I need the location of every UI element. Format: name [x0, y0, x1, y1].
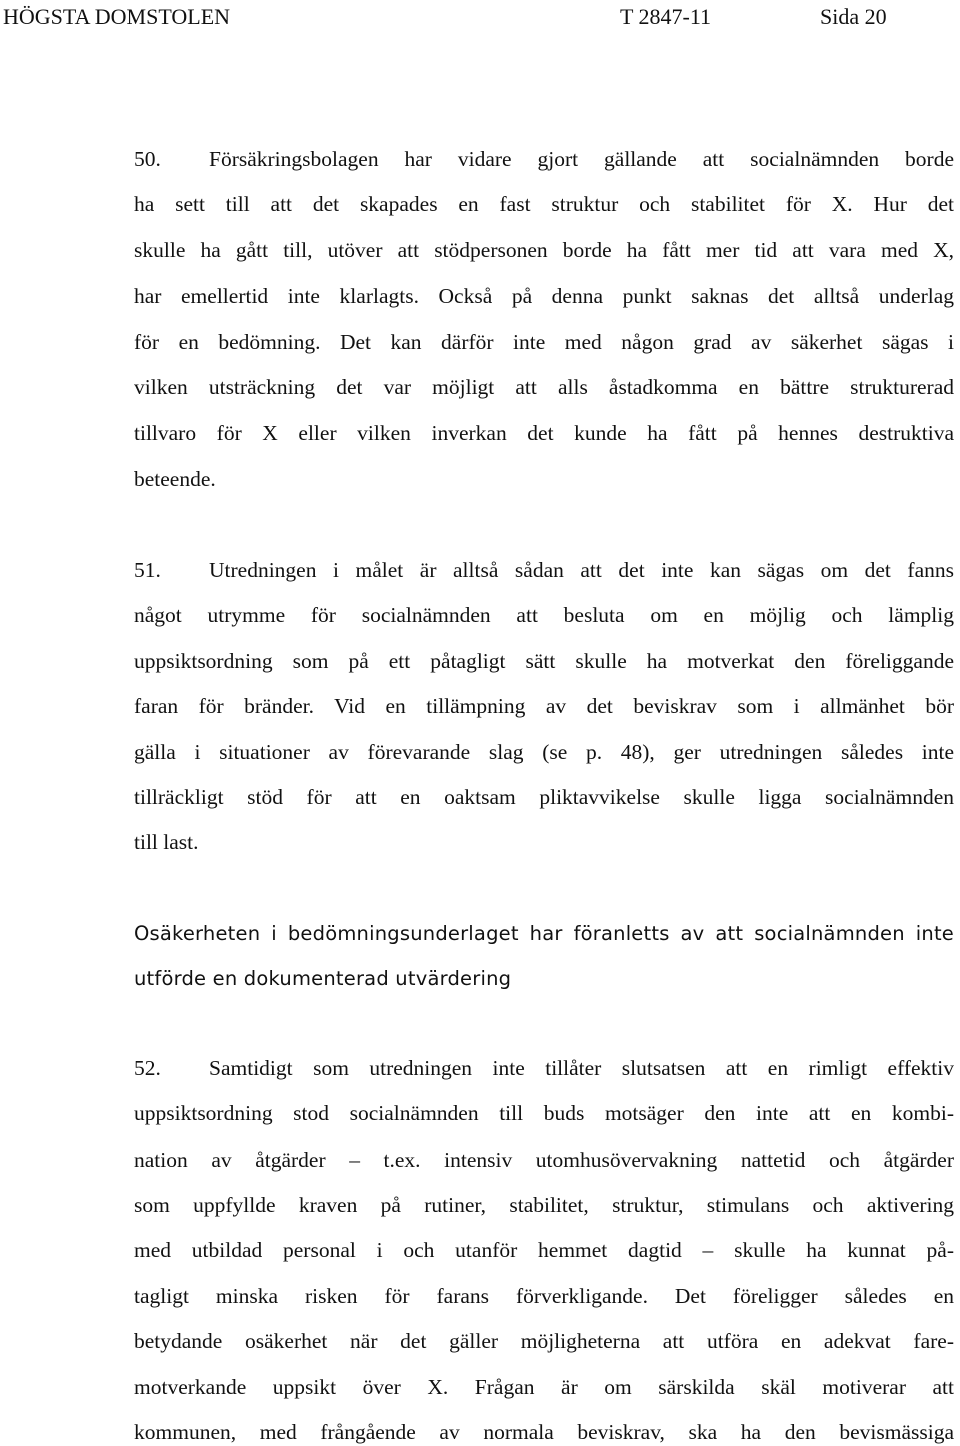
page-number: Sida 20 [820, 4, 887, 29]
paragraph-number: 52. [134, 1056, 161, 1080]
text-line: tillvaro för X eller vilken inverkan det kunde ha fått på hennes destruktiva [134, 421, 954, 445]
case-number: T 2847-11 [620, 4, 712, 29]
text-line: kommunen, med frångående av normala beviskrav, ska ha den bevismässiga [134, 1420, 954, 1444]
text-line: 51. Utredningen i målet är alltså sådan att det inte kan sägas om det fanns [134, 558, 954, 582]
text-line: ha sett till att det skapades en fast struktur och stabilitet för X. Hur det [134, 192, 954, 216]
page-header [0, 0, 960, 40]
court-name: HÖGSTA DOMSTOLEN [3, 4, 231, 29]
text-line: motverkande uppsikt över X. Frågan är om särskilda skäl motiverar att [134, 1375, 954, 1399]
text-line: har emellertid inte klarlagts. Också på denna punkt saknas det alltså underlag [134, 284, 954, 308]
text-line: tagligt minska risken för farans förverkligande. Det föreligger således en [134, 1284, 954, 1308]
text-line: betydande osäkerhet när det gäller möjligheterna att utföra en adekvat fare- [134, 1329, 954, 1353]
text-line: för en bedömning. Det kan därför inte med någon grad av säkerhet sägas i [134, 330, 954, 354]
text-line: med utbildad personal i och utanför hemmet dagtid – skulle ha kunnat på- [134, 1238, 954, 1262]
text-line: faran för bränder. Vid en tillämpning av det beviskrav som i allmänhet bör [134, 694, 954, 718]
text-line: som uppfyllde kraven på rutiner, stabilitet, struktur, stimulans och aktivering [134, 1193, 954, 1217]
text-line: 52. Samtidigt som utredningen inte tillåter slutsatsen att en rimligt effektiv [134, 1056, 954, 1080]
heading-line: utförde en dokumenterad utvärdering [134, 967, 512, 990]
heading-line: Osäkerheten i bedömningsunderlaget har föranletts av att socialnämnden inte [134, 922, 954, 945]
text-line: skulle ha gått till, utöver att stödpersonen borde ha fått mer tid att vara med X, [134, 238, 954, 262]
text-line: nation av åtgärder – t.ex. intensiv utomhusövervakning nattetid och åtgärder [134, 1148, 954, 1172]
paragraph-number: 50. [134, 147, 161, 171]
text-line: gälla i situationer av förevarande slag (se p. 48), ger utredningen således inte [134, 740, 954, 764]
text-line: tillräckligt stöd för att en oaktsam pliktavvikelse skulle ligga socialnämnden [134, 785, 954, 809]
text-line: till last. [134, 830, 199, 854]
text-line: uppsiktsordning stod socialnämnden till buds motsäger den inte att en kombi- [134, 1101, 954, 1125]
paragraph-number: 51. [134, 558, 161, 582]
text-line: uppsiktsordning som på ett påtagligt sätt skulle ha motverkat den föreliggande [134, 649, 954, 673]
text-line: något utrymme för socialnämnden att besluta om en möjlig och lämplig [134, 603, 954, 627]
text-line: beteende. [134, 467, 216, 491]
text-line: 50. Försäkringsbolagen har vidare gjort gällande att socialnämnden borde [134, 147, 954, 171]
text-line: vilken utsträckning det var möjligt att alls åstadkomma en bättre strukturerad [134, 375, 954, 399]
